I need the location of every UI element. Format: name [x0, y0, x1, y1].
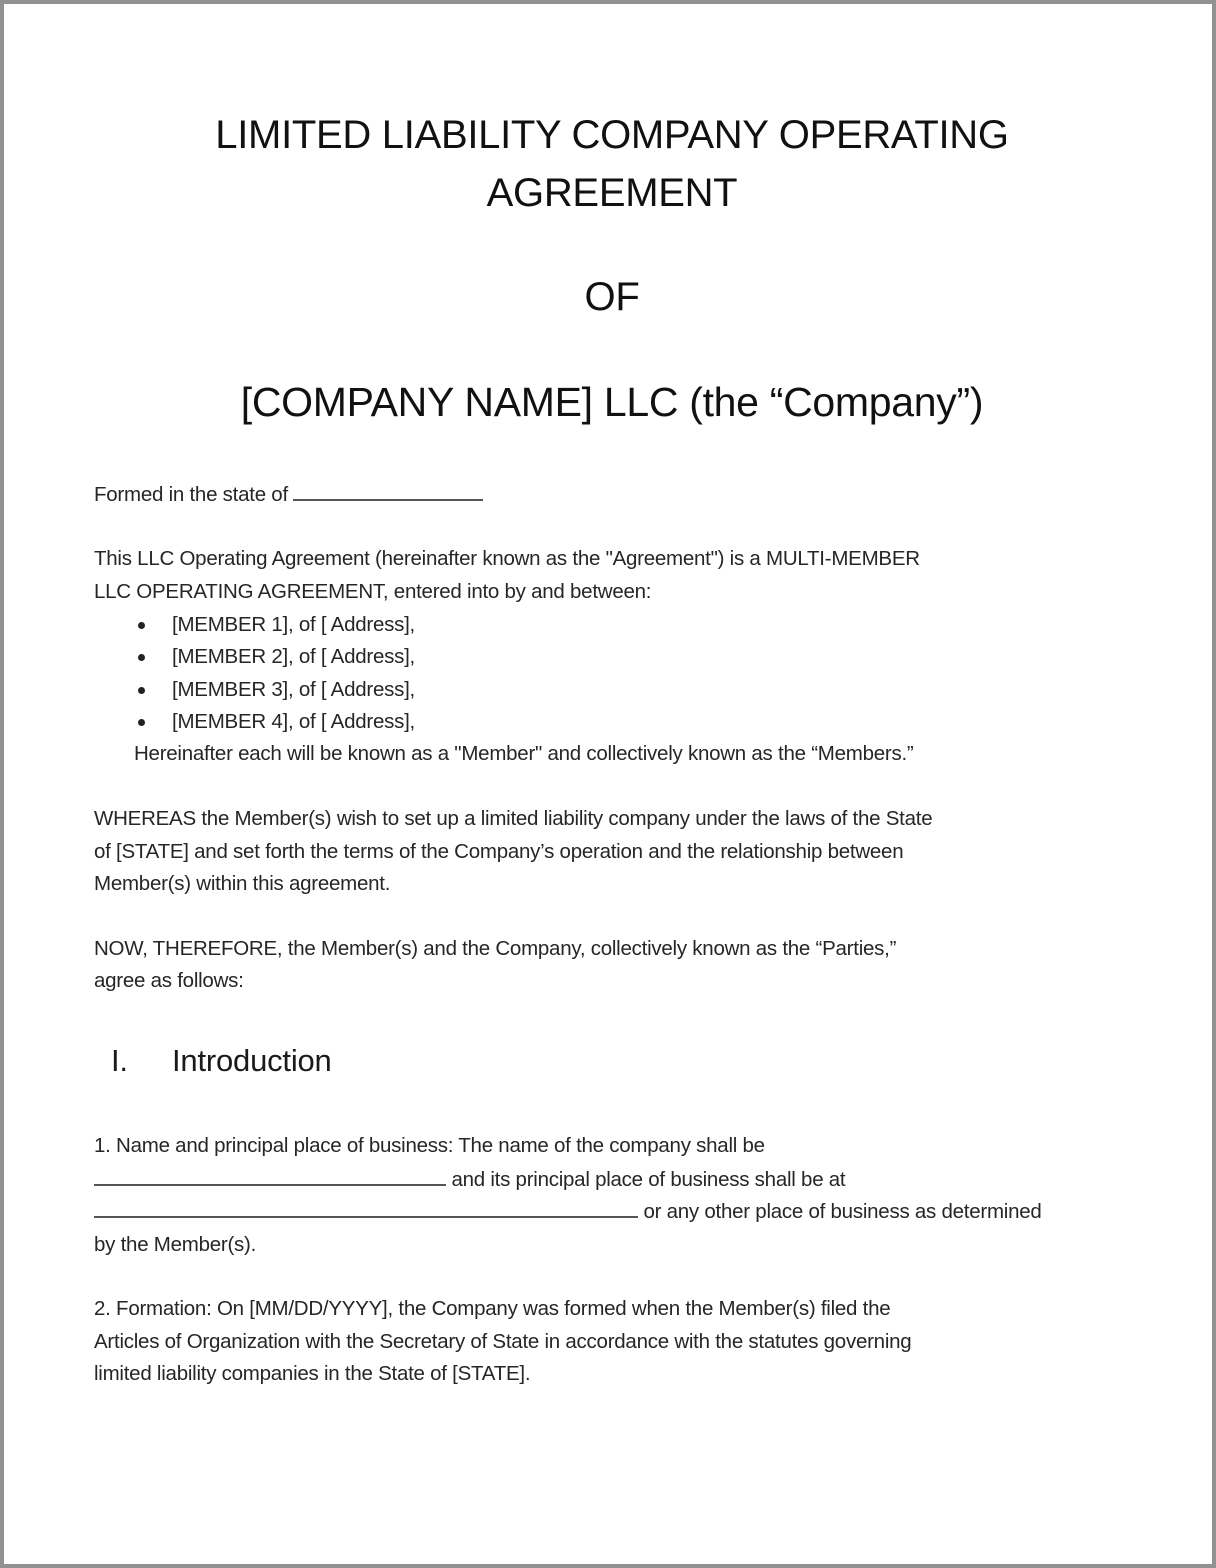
whereas-line3: Member(s) within this agreement. — [94, 872, 391, 895]
member-list-item: [MEMBER 2], of [ Address], — [172, 645, 416, 668]
item2-line1: 2. Formation: On [MM/DD/YYYY], the Company was formed when the Member(s) filed the — [94, 1297, 891, 1320]
intro-paragraph-line1: This LLC Operating Agreement (hereinafter known as the "Agreement") is a MULTI-MEMBER — [94, 547, 920, 570]
item2-line3: limited liability companies in the State of [STATE]. — [94, 1362, 531, 1385]
item1-line2-text: and its principal place of business shall be at — [446, 1168, 846, 1191]
member-list-item: [MEMBER 3], of [ Address], — [172, 678, 416, 701]
item2-line2: Articles of Organization with the Secretary of State in accordance with the statutes governing — [94, 1330, 912, 1353]
whereas-line1: WHEREAS the Member(s) wish to set up a limited liability company under the laws of the State — [94, 807, 933, 830]
bullet-icon — [138, 719, 145, 726]
document-title-line2: AGREEMENT — [486, 171, 738, 215]
business-address-blank-field[interactable] — [94, 1200, 638, 1218]
company-name-line: [COMPANY NAME] LLC (the “Company”) — [240, 379, 984, 425]
formed-label: Formed in the state of — [94, 483, 294, 506]
section-heading-introduction: Introduction — [172, 1043, 332, 1078]
bullet-icon — [138, 622, 145, 629]
company-name-blank-field[interactable] — [94, 1168, 446, 1186]
member-list-item: [MEMBER 1], of [ Address], — [172, 613, 416, 636]
state-blank-field[interactable] — [293, 483, 483, 501]
document-title-line1: LIMITED LIABILITY COMPANY OPERATING — [215, 113, 1009, 157]
now-therefore-line1: NOW, THEREFORE, the Member(s) and the Company, collectively known as the “Parties,” — [94, 937, 897, 960]
item1-line4: by the Member(s). — [94, 1233, 257, 1256]
whereas-line2: of [STATE] and set forth the terms of the Company’s operation and the relationship between — [94, 840, 904, 863]
document-title-of: OF — [584, 275, 640, 319]
formed-in-state-line — [94, 483, 483, 507]
bullet-icon — [138, 654, 145, 661]
item1-line2 — [94, 1168, 845, 1192]
now-therefore-line2: agree as follows: — [94, 969, 244, 992]
item1-line3 — [94, 1200, 1042, 1224]
member-list-item: [MEMBER 4], of [ Address], — [172, 710, 416, 733]
intro-paragraph-line2: LLC OPERATING AGREEMENT, entered into by and between: — [94, 580, 652, 603]
item1-line3-text: or any other place of business as determined — [638, 1200, 1042, 1223]
bullet-icon — [138, 687, 145, 694]
item1-line1: 1. Name and principal place of business: The name of the company shall be — [94, 1134, 765, 1157]
hereinafter-line: Hereinafter each will be known as a "Member" and collectively known as the “Members.” — [134, 742, 914, 765]
section-numeral: I. — [111, 1043, 128, 1078]
